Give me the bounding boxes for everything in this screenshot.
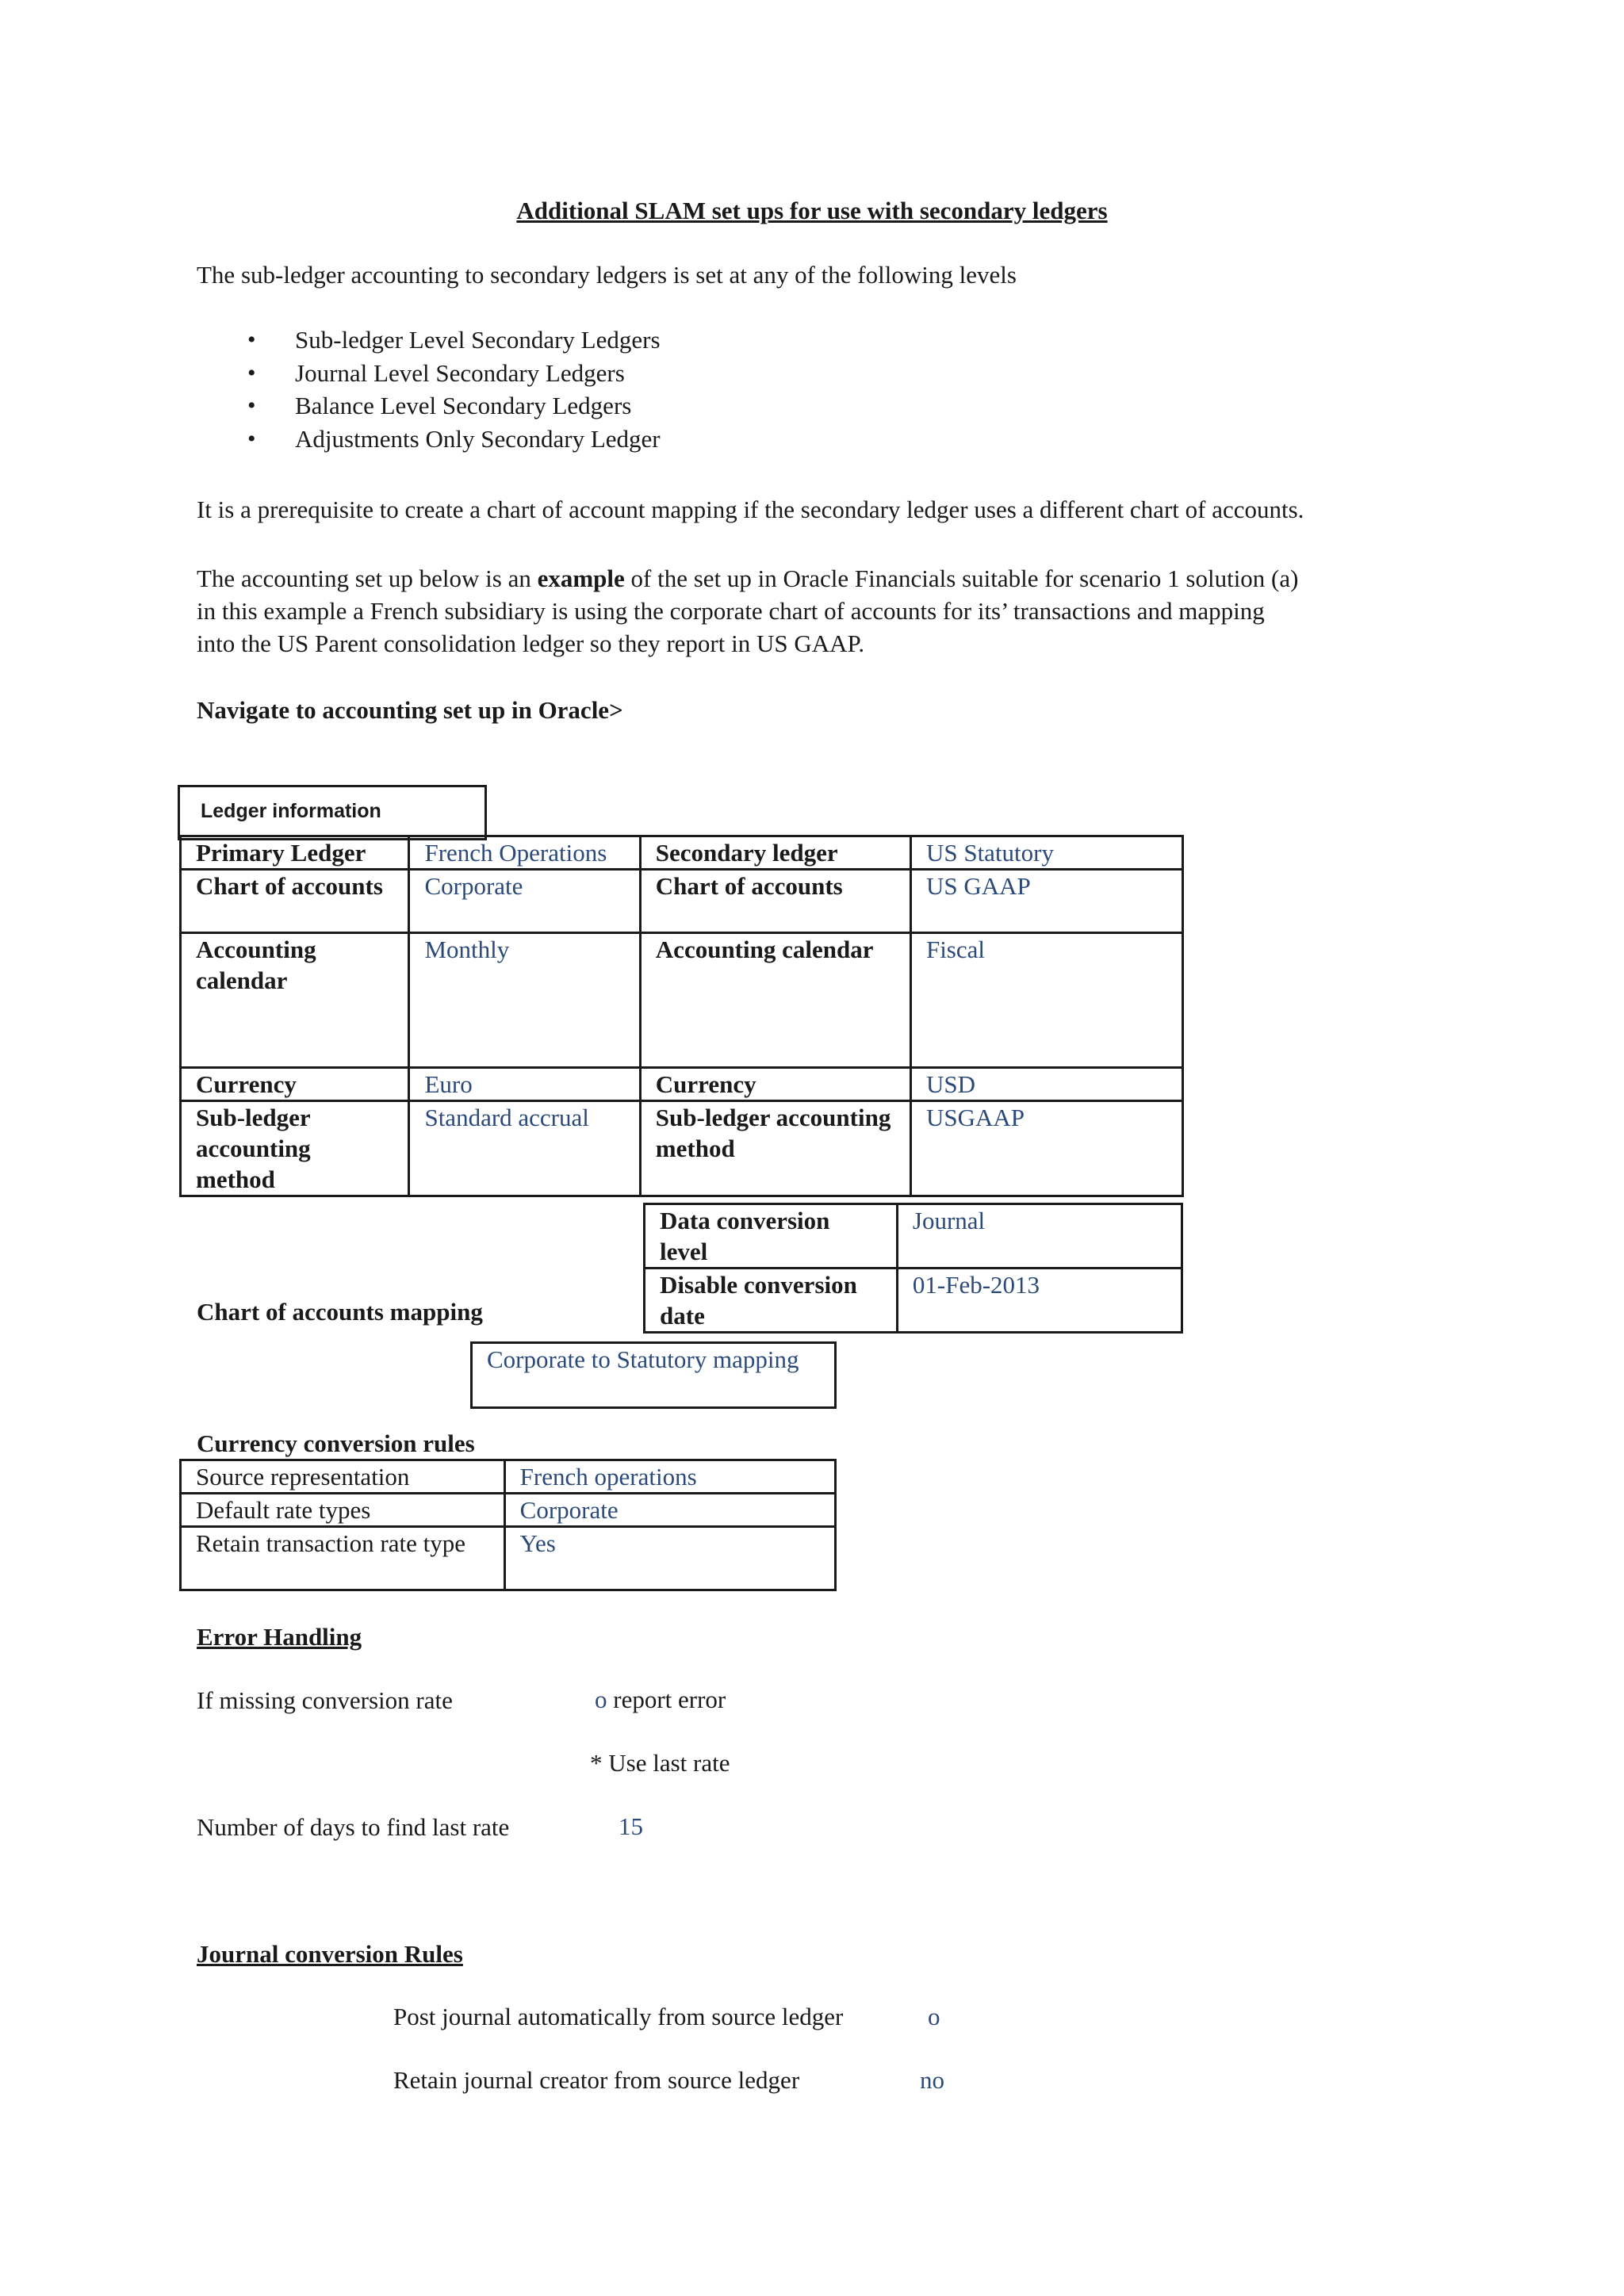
days-last-rate-label: Number of days to find last rate [197, 1813, 510, 1841]
secondary-calendar-label: Accounting calendar [640, 933, 910, 1068]
primary-sla-method-label: Sub-ledger accounting method [181, 1101, 409, 1196]
table-row [645, 1269, 1182, 1333]
secondary-currency-label: Currency [640, 1068, 910, 1101]
secondary-coa-value: US GAAP [910, 870, 1182, 933]
journal-rules-heading: Journal conversion Rules [197, 1940, 463, 1968]
document-title: Additional SLAM set ups for use with secondary ledgers [516, 197, 1108, 224]
currency-rules-heading: Currency conversion rules [197, 1429, 475, 1457]
secondary-sla-method-value: USGAAP [910, 1101, 1182, 1196]
radio-marker: o [595, 1686, 607, 1713]
example-emphasis: example [537, 564, 625, 592]
disable-conversion-date-value: 01-Feb-2013 [897, 1269, 1182, 1333]
error-handling-heading: Error Handling [197, 1623, 362, 1651]
conversion-table [643, 1203, 1183, 1334]
table-row [181, 933, 1183, 1068]
primary-coa-value: Corporate [409, 870, 640, 933]
missing-rate-label: If missing conversion rate [197, 1686, 453, 1714]
retain-creator-label: Retain journal creator from source ledger [393, 2066, 800, 2094]
primary-currency-label: Currency [181, 1068, 409, 1101]
currency-rules-table [179, 1459, 837, 1591]
report-error-option [595, 1684, 726, 1716]
example-paragraph [197, 562, 1298, 660]
secondary-coa-label: Chart of accounts [640, 870, 910, 933]
primary-coa-label: Chart of accounts [181, 870, 409, 933]
secondary-ledger-label: Secondary ledger [640, 836, 910, 870]
source-representation-value: French operations [504, 1460, 835, 1494]
ledger-information-table [179, 835, 1184, 1197]
secondary-currency-value: USD [910, 1068, 1182, 1101]
primary-calendar-label: Accounting calendar [181, 933, 409, 1068]
example-text: into the US Parent consolidation ledger so they report in US GAAP. [197, 629, 865, 657]
secondary-ledger-value: US Statutory [910, 836, 1182, 870]
intro-text: The sub-ledger accounting to secondary ledgers is set at any of the following levels [197, 261, 1017, 289]
prerequisite-text: It is a prerequisite to create a chart of account mapping if the secondary ledger uses a different chart of accounts. [197, 496, 1304, 523]
ledger-information-tab: Ledger information [178, 785, 487, 840]
primary-ledger-label: Primary Ledger [181, 836, 409, 870]
source-representation-label: Source representation [181, 1460, 505, 1494]
example-text: in this example a French subsidiary is using the corporate chart of accounts for its’ transactions and mapping [197, 597, 1265, 625]
secondary-calendar-value: Fiscal [910, 933, 1182, 1068]
data-conversion-level-value: Journal [897, 1204, 1182, 1269]
primary-calendar-value: Monthly [409, 933, 640, 1068]
default-rate-types-label: Default rate types [181, 1494, 505, 1527]
primary-sla-method-value: Standard accrual [409, 1101, 640, 1196]
list-item: • Journal Level Secondary Ledgers [247, 357, 661, 390]
data-conversion-level-label: Data conversion level [645, 1204, 898, 1269]
retain-transaction-rate-label: Retain transaction rate type [181, 1527, 505, 1590]
example-text: The accounting set up below is an [197, 564, 538, 592]
table-row [645, 1204, 1182, 1269]
secondary-sla-method-label: Sub-ledger accounting method [640, 1101, 910, 1196]
list-item: • Sub-ledger Level Secondary Ledgers [247, 323, 661, 357]
retain-creator-value: no [920, 2066, 944, 2094]
coa-mapping-label: Chart of accounts mapping [197, 1298, 483, 1326]
level-list [247, 323, 661, 455]
primary-ledger-value: French Operations [409, 836, 640, 870]
post-journal-label: Post journal automatically from source ledger [393, 2003, 844, 2030]
table-row [181, 836, 1183, 870]
list-item: • Adjustments Only Secondary Ledger [247, 423, 661, 456]
table-row [181, 1494, 836, 1527]
list-item: • Balance Level Secondary Ledgers [247, 389, 661, 423]
post-journal-value: o [928, 2003, 940, 2030]
primary-currency-value: Euro [409, 1068, 640, 1101]
coa-mapping-value: Corporate to Statutory mapping [470, 1341, 837, 1409]
table-row [181, 1527, 836, 1590]
disable-conversion-date-label: Disable conversion date [645, 1269, 898, 1333]
table-row [181, 1460, 836, 1494]
table-row [181, 1068, 1183, 1101]
table-row [181, 1101, 1183, 1196]
use-last-rate-option: * Use last rate [590, 1749, 730, 1777]
days-last-rate-value: 15 [619, 1812, 643, 1840]
table-row [181, 870, 1183, 933]
default-rate-types-value: Corporate [504, 1494, 835, 1527]
navigate-heading: Navigate to accounting set up in Oracle> [197, 696, 623, 724]
retain-transaction-rate-value: Yes [504, 1527, 835, 1590]
example-text: of the set up in Oracle Financials suitable for scenario 1 solution (a) [624, 564, 1299, 592]
report-error-text: report error [607, 1686, 726, 1713]
